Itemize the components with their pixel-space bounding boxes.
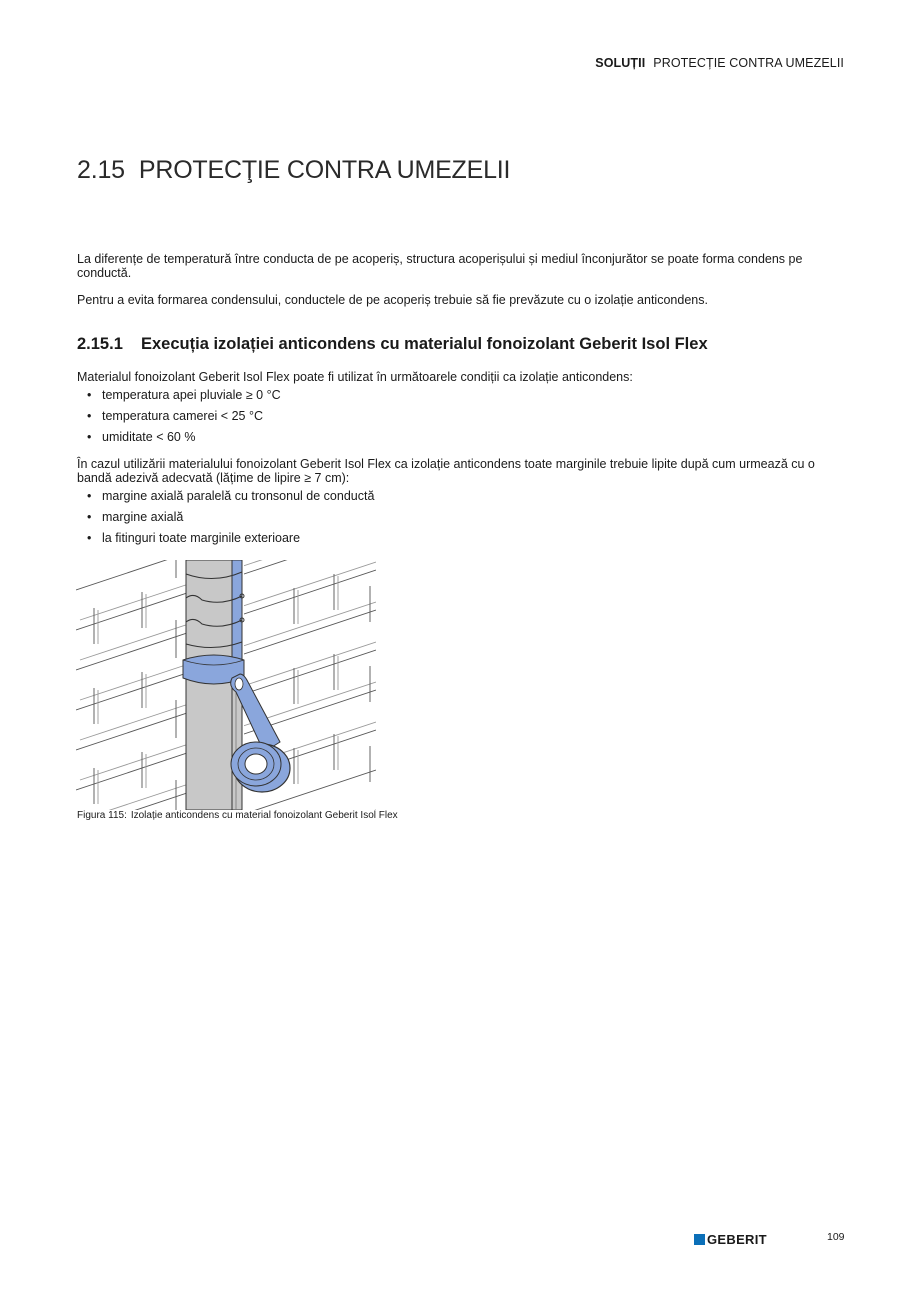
logo-square-icon [694, 1234, 705, 1245]
pipe-insulation-illustration [76, 560, 376, 810]
header-topic: PROTECȚIE CONTRA UMEZELII [653, 56, 844, 70]
title-text: PROTECŢIE CONTRA UMEZELII [138, 156, 511, 184]
logo-text: GEBERIT [707, 1232, 767, 1247]
subsection-number: 2.15.1 [77, 335, 123, 353]
subsection-heading [77, 335, 708, 354]
title-number: 2.15 [77, 156, 125, 184]
conditions-list [87, 388, 281, 451]
list-item: • temperatura apei pluviale ≥ 0 °C [87, 388, 281, 409]
intro-paragraph-2: Pentru a evita formarea condensului, conductele de pe acoperiș trebuie să fie prevăzute cu o izolație anticondens. [77, 293, 708, 307]
list-item: • margine axială [87, 510, 374, 531]
page-title [77, 156, 510, 185]
intro-paragraph-1: La diferențe de temperatură între conducta de pe acoperiș, structura acoperișului și mediul înconjurător se poate forma condens pe conductă. [77, 252, 803, 280]
list-item: • la fitinguri toate marginile exterioare [87, 531, 374, 552]
figure-illustration [76, 560, 376, 810]
figure-label: Figura 115: [77, 810, 127, 821]
running-header [595, 56, 844, 70]
list-item: • temperatura camerei < 25 °C [87, 409, 281, 430]
subsection-paragraph-1: Materialul fonoizolant Geberit Isol Flex poate fi utilizat în următoarele condiții ca izolație anticondens: [77, 370, 633, 384]
subsection-title: Execuția izolației anticondens cu materialul fonoizolant Geberit Isol Flex [141, 335, 708, 353]
page-number: 109 [827, 1231, 845, 1243]
figure-caption-text: Izolație anticondens cu material fonoizolant Geberit Isol Flex [130, 810, 398, 821]
geberit-logo [694, 1232, 767, 1247]
figure-caption [77, 810, 398, 821]
list-item: • umiditate < 60 % [87, 430, 281, 451]
header-section: SOLUȚII [595, 56, 646, 70]
subsection-paragraph-2: În cazul utilizării materialului fonoizolant Geberit Isol Flex ca izolație anticondens toate marginile trebuie lipite după cum urmează cu o bandă adezivă adecvată (lățime de lipire ≥ 7 cm): [77, 457, 815, 485]
edges-list [87, 489, 374, 552]
list-item: • margine axială paralelă cu tronsonul de conductă [87, 489, 374, 510]
